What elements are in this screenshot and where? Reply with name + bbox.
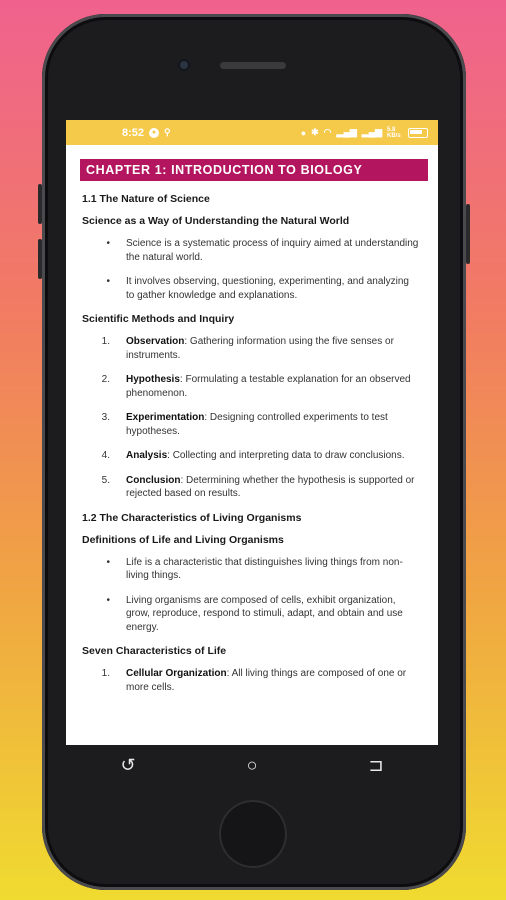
chapter-content[interactable] [66,145,438,694]
term: Hypothesis [126,374,180,385]
list-item [80,335,428,362]
list-item [80,556,428,583]
battery-icon [408,128,428,138]
screen [66,120,438,745]
list-item-text [126,667,428,694]
list-item-text: Science is a systematic process of inquiry aimed at understanding the natural world. [126,238,419,263]
list-item [80,474,428,501]
volume-down-button [38,239,42,279]
list-item-text: Life is a characteristic that distinguishes living things from non-living things. [126,556,403,581]
definition: : All living things are composed of one or more cells. [126,668,407,693]
network-speed: 5.8 KB/s [387,126,401,139]
section-heading: Seven Characteristics of Life [82,645,227,657]
wifi-icon: ◠ [323,127,332,137]
chat-icon: ● [300,127,307,138]
home-icon[interactable]: ○ [246,754,258,775]
bullet-icon: • [106,276,110,287]
back-icon[interactable]: ↺ [120,754,136,775]
term: Experimentation [126,412,205,423]
list-item-text [126,411,428,438]
bluetooth-icon: ✱ [311,127,319,137]
list-item-text: It involves observing, questioning, experimenting, and analyzing to gather knowledge and explanations. [126,276,409,301]
list-item [80,411,428,438]
volume-up-button [38,184,42,224]
bullet-list [80,556,428,635]
section-heading: Definitions of Life and Living Organisms [82,533,284,546]
section-heading: Scientific Methods and Inquiry [82,313,235,325]
status-bar [66,120,438,145]
list-item [80,237,428,264]
list-number: 1. [101,668,110,679]
section-heading: 1.1 The Nature of Science [82,193,210,205]
term: Observation [126,336,185,347]
navigation-bar [66,745,438,785]
power-button [466,204,470,264]
definition: : Collecting and interpreting data to draw conclusions. [167,450,405,461]
list-item [80,667,428,694]
list-item-text: Living organisms are composed of cells, exhibit organization, grow, reproduce, respond to stimuli, adapt, and obtain and use energy. [126,594,403,633]
numbered-list [80,335,428,501]
bullet-icon: • [106,556,110,568]
list-item [80,373,428,400]
front-camera [178,59,190,71]
definition: : Designing controlled experiments to test hypotheses. [126,412,388,437]
signal-icon-2: ▂▄▆ [361,127,382,137]
list-number: 4. [101,450,110,461]
chapter-title: CHAPTER 1: INTRODUCTION TO BIOLOGY [80,159,428,181]
definition: : Gathering information using the five senses or instruments. [126,336,394,361]
list-item [80,449,428,463]
list-number: 2. [101,374,110,385]
recents-icon[interactable]: ⊐ [368,754,384,775]
list-item-text [126,335,428,362]
list-item-text [126,373,428,400]
list-number: 1. [101,336,110,347]
list-item-text [126,474,428,501]
term: Analysis [126,450,168,461]
definition: : Formulating a testable explanation for an observed phenomenon. [126,374,411,399]
section-heading: 1.2 The Characteristics of Living Organisms [82,511,302,524]
bullet-icon: • [106,594,110,606]
signal-icon: ▂▄▆ [336,127,357,137]
list-item [80,275,428,302]
list-number: 5. [101,474,110,486]
notification-icon: ● [149,128,159,138]
definition: : Determining whether the hypothesis is supported or rejected based on results. [126,474,415,499]
home-button[interactable] [219,800,287,868]
section-heading: Science as a Way of Understanding the Natural World [82,215,350,227]
earpiece-speaker [220,62,286,69]
list-number: 3. [101,412,110,423]
list-item-text [126,449,428,463]
bullet-icon: • [106,238,110,249]
list-item [80,594,428,635]
status-time: 8:52 [122,126,145,139]
term: Conclusion [126,474,181,486]
numbered-list [80,667,428,694]
bullet-list [80,237,428,302]
term: Cellular Organization [126,668,227,679]
usb-icon: ⚲ [164,127,171,137]
